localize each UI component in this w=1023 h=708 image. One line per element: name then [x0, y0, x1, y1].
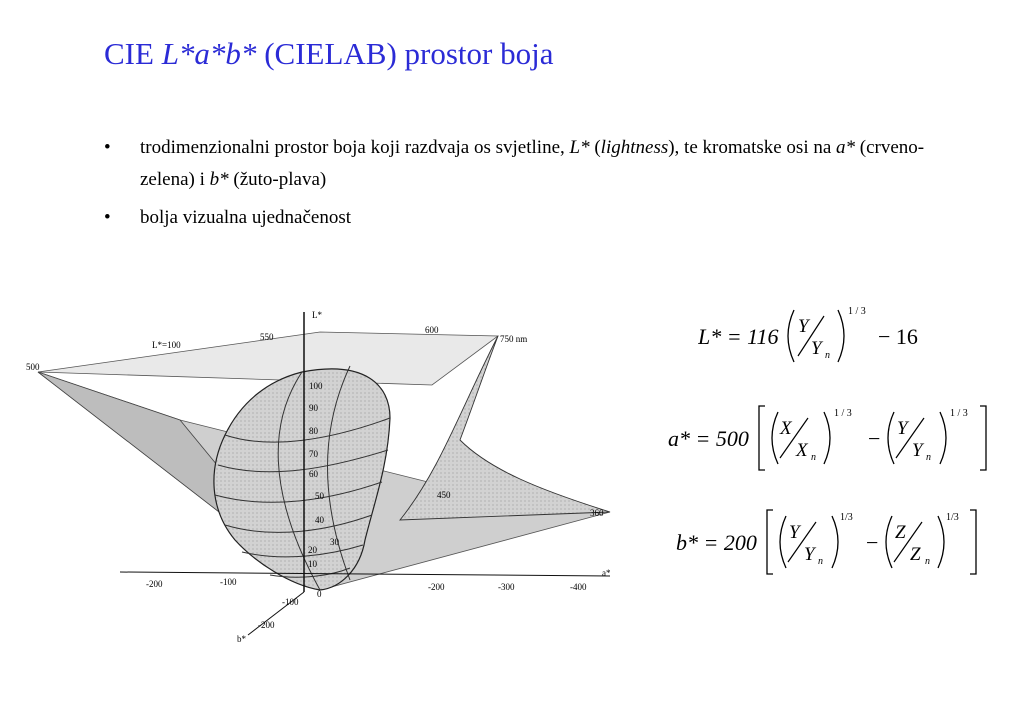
eq-sub: n	[925, 556, 930, 567]
open-paren	[888, 412, 894, 464]
b-tick: -100	[282, 597, 299, 607]
eq-sub: n	[825, 350, 830, 361]
slide-title	[104, 36, 553, 72]
eq-sub: n	[818, 556, 823, 567]
a-tick: -400	[570, 582, 587, 592]
bullet-list	[104, 132, 964, 240]
l-tick: 60	[309, 469, 318, 479]
wavelength-label: 750 nm	[500, 334, 528, 344]
eq-den: X	[796, 440, 808, 461]
equation-b	[676, 504, 996, 580]
a-tick: -200	[428, 582, 445, 592]
l-tick: 80	[309, 426, 318, 436]
l-tick: 40	[315, 515, 324, 525]
open-paren	[780, 516, 786, 568]
equation-L	[698, 300, 938, 372]
bullet-text: (crveno-zelena) i	[140, 137, 925, 190]
eq-exp: 1 / 3	[834, 408, 852, 419]
eq-exp: 1/3	[840, 512, 853, 523]
close-paren	[832, 516, 838, 568]
l-tick: 0	[317, 589, 322, 599]
eq-lhs: b* = 200	[676, 530, 757, 555]
wavelength-label: 550	[260, 332, 274, 342]
eq-minus: −	[868, 426, 881, 451]
eq-num: X	[780, 418, 792, 439]
wavelength-label: 360	[590, 508, 604, 518]
eq-sub: n	[926, 452, 931, 463]
open-paren	[788, 310, 794, 362]
l-tick: 50	[315, 491, 324, 501]
eq-lhs: a* = 500	[668, 426, 749, 451]
l-tick: 90	[309, 403, 318, 413]
a-tick: -100	[220, 577, 237, 587]
a-tick: -200	[146, 579, 163, 589]
bullet-item	[104, 132, 964, 196]
close-paren	[938, 516, 944, 568]
eq-num: Y	[789, 522, 800, 543]
eq-den: Y	[804, 544, 815, 565]
open-paren	[886, 516, 892, 568]
title-italic: L*a*b*	[161, 36, 257, 71]
eq-exp: 1 / 3	[950, 408, 968, 419]
wavelength-label: 450	[437, 490, 451, 500]
l-tick: 70	[309, 449, 318, 459]
b-axis-label: b*	[237, 634, 246, 644]
bullet-italic: a*	[836, 137, 856, 158]
eq-exp: 1 / 3	[848, 306, 866, 317]
wavelength-label: 500	[26, 362, 40, 372]
l-axis-label: L*	[312, 310, 322, 320]
close-paren	[838, 310, 844, 362]
b-tick: -200	[258, 620, 275, 630]
plane-label: L*=100	[152, 340, 181, 350]
eq-sub: n	[811, 452, 816, 463]
bullet-text: (	[589, 137, 601, 158]
bullet-italic: b*	[209, 169, 229, 190]
title-suffix: (CIELAB) prostor boja	[256, 36, 554, 71]
l-tick: 100	[309, 381, 323, 391]
equation-a	[668, 400, 998, 476]
eq-num: Z	[895, 522, 906, 543]
a-axis-label: a*	[602, 568, 611, 578]
eq-den: Y	[811, 338, 822, 359]
open-bracket	[767, 510, 773, 574]
bullet-item	[104, 202, 964, 234]
bullet-symbol: •	[104, 137, 111, 158]
title-prefix: CIE	[104, 36, 162, 71]
eq-tail: − 16	[878, 324, 918, 349]
eq-num: Y	[897, 418, 908, 439]
close-bracket	[970, 510, 976, 574]
close-paren	[824, 412, 830, 464]
bullet-italic: L*	[569, 137, 590, 158]
cielab-diagram	[20, 300, 620, 650]
bullet-text: bolja vizualna ujednačenost	[140, 207, 352, 228]
eq-den: Z	[910, 544, 921, 565]
bullet-text: ), te kromatske osi na	[668, 137, 837, 158]
eq-exp: 1/3	[946, 512, 959, 523]
eq-num: Y	[798, 316, 809, 337]
wavelength-label: 600	[425, 325, 439, 335]
open-paren	[772, 412, 778, 464]
l-tick: 20	[308, 545, 317, 555]
open-bracket	[759, 406, 765, 470]
bullet-text: (žuto-plava)	[228, 169, 327, 190]
close-paren	[940, 412, 946, 464]
bullet-italic: lightness	[600, 137, 669, 158]
bullet-text: trodimenzionalni prostor boja koji razdvaja os svjetline,	[140, 137, 570, 158]
l-tick: 10	[308, 559, 317, 569]
eq-minus: −	[866, 530, 879, 555]
a-ticks	[146, 577, 587, 592]
eq-den: Y	[912, 440, 923, 461]
bullet-symbol: •	[104, 207, 111, 228]
l-tick: 30	[330, 537, 339, 547]
close-bracket	[980, 406, 986, 470]
eq-lhs: L* = 116	[698, 324, 779, 349]
a-tick: -300	[498, 582, 515, 592]
